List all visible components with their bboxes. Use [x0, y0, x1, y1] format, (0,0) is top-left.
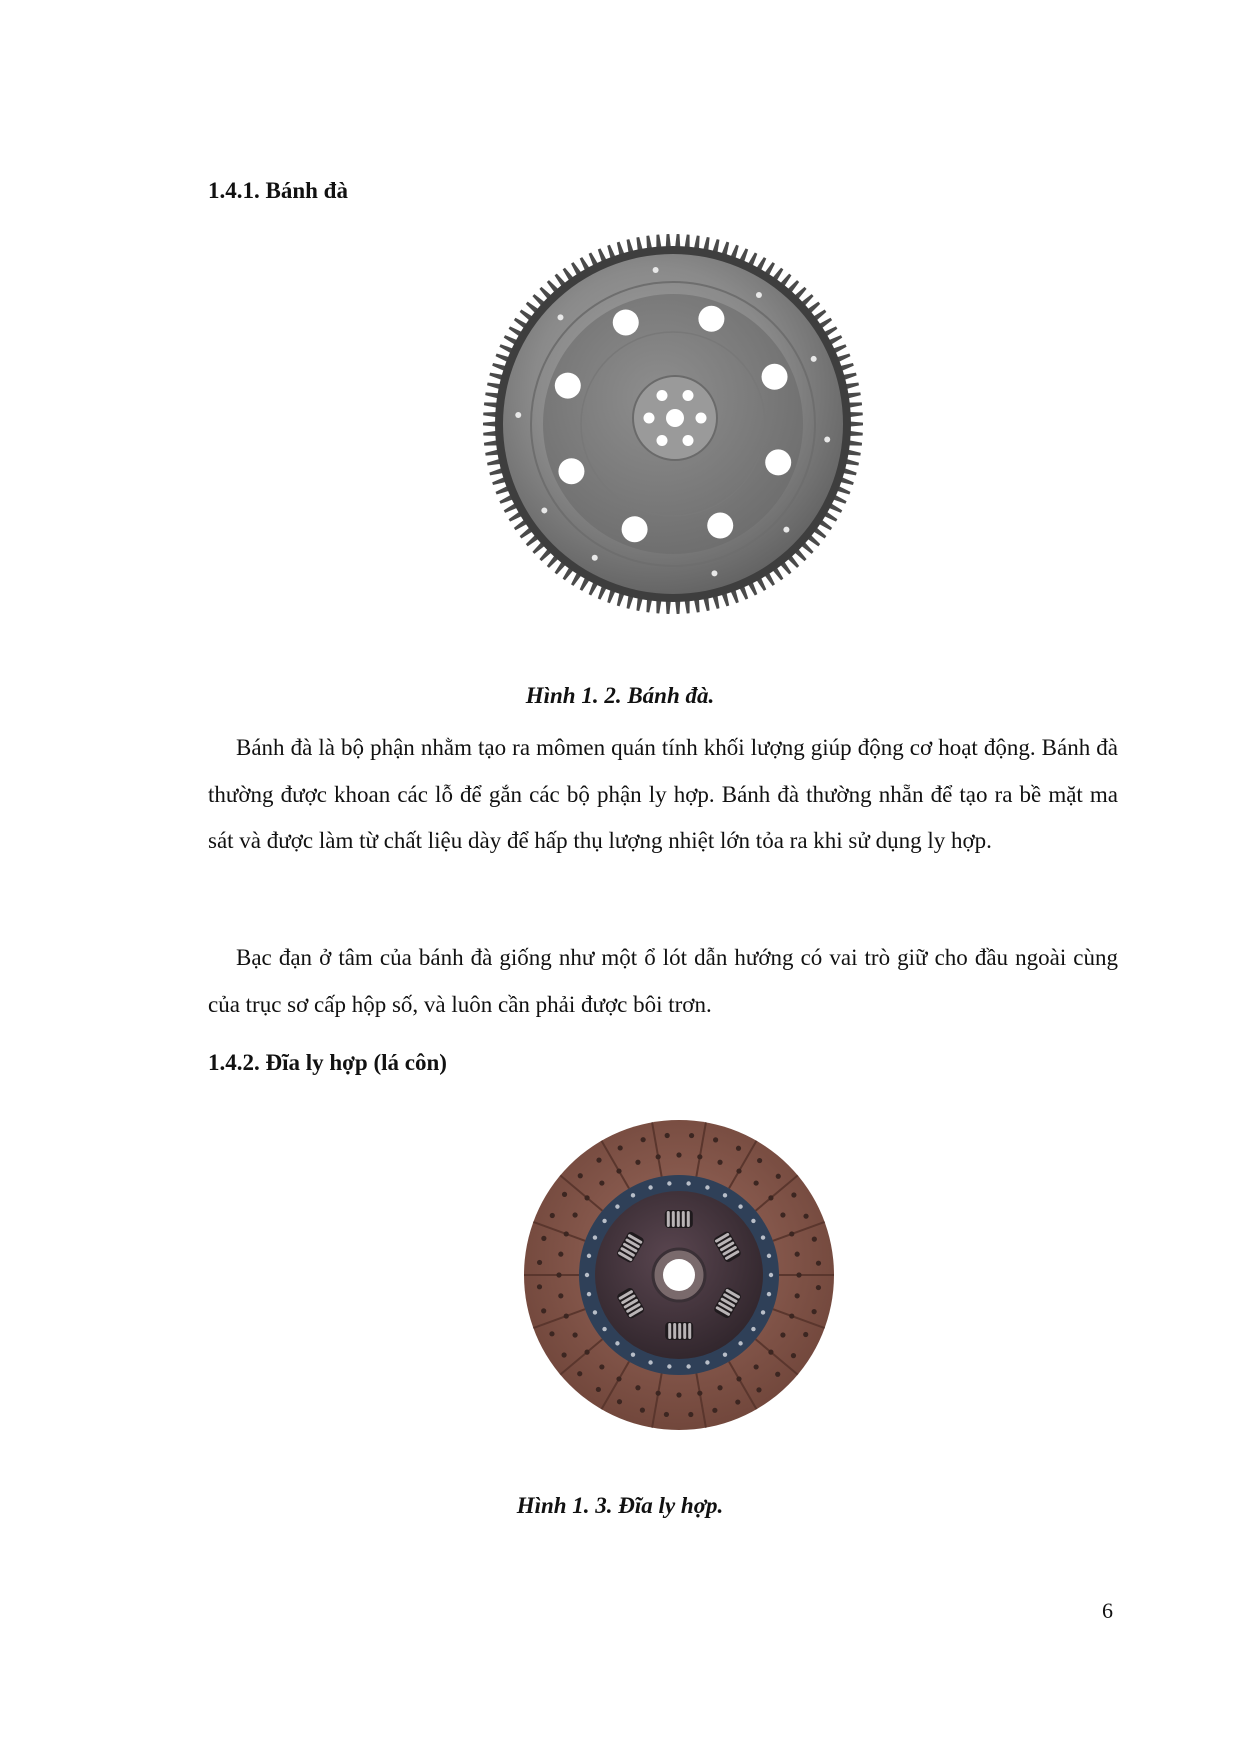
lining-rivet: [736, 1168, 741, 1173]
lining-rivet: [596, 1157, 601, 1162]
hub-hole: [683, 390, 694, 401]
lining-rivet: [584, 1350, 589, 1355]
lining-rivet: [664, 1412, 669, 1417]
plate-rivet: [631, 1193, 635, 1197]
lining-rivet: [795, 1293, 800, 1298]
lining-rivet: [665, 1133, 670, 1138]
hub-hole: [683, 435, 694, 446]
lining-rivet: [757, 1158, 762, 1163]
bolt-hole: [541, 507, 547, 513]
lining-rivet: [756, 1387, 761, 1392]
plate-rivet: [705, 1185, 709, 1189]
lining-rivet: [656, 1154, 661, 1159]
spring-coil: [668, 1323, 671, 1339]
lining-rivet: [596, 1387, 601, 1392]
lining-rivet: [537, 1284, 542, 1289]
lining-rivet: [564, 1313, 569, 1318]
lining-rivet: [713, 1137, 718, 1142]
lining-rivet: [635, 1385, 640, 1390]
bolt-hole: [653, 267, 659, 273]
figure-caption-clutch-disc: Hình 1. 3. Đĩa ly hợp.: [516, 1493, 724, 1518]
spring-coil: [677, 1211, 680, 1227]
lining-rivet: [754, 1180, 759, 1185]
plate-rivet: [602, 1219, 606, 1223]
clutch-disc-image: [522, 1118, 836, 1432]
bolt-hole: [783, 527, 789, 533]
bolt-hole: [824, 436, 830, 442]
lining-rivet: [561, 1352, 566, 1357]
lining-rivet: [558, 1252, 563, 1257]
lining-rivet: [578, 1173, 583, 1178]
lining-rivet: [789, 1231, 794, 1236]
bolt-hole: [711, 570, 717, 576]
lining-rivet: [550, 1213, 555, 1218]
lining-rivet: [768, 1195, 773, 1200]
lining-rivet: [789, 1313, 794, 1318]
plate-rivet: [667, 1364, 671, 1368]
plate-rivet: [648, 1185, 652, 1189]
lining-rivet: [537, 1260, 542, 1265]
gear-tooth: [849, 421, 863, 426]
lining-rivet: [676, 1152, 681, 1157]
mounting-hole: [613, 309, 639, 335]
spring-coil: [688, 1323, 691, 1339]
lining-rivet: [791, 1353, 796, 1358]
plate-rivet: [686, 1364, 690, 1368]
plate-rivet: [761, 1310, 765, 1314]
plate-rivet: [738, 1204, 742, 1208]
lining-rivet: [676, 1392, 681, 1397]
lining-rivet: [641, 1137, 646, 1142]
plate-rivet: [769, 1273, 773, 1277]
plate-rivet: [738, 1341, 742, 1345]
plate-rivet: [585, 1273, 589, 1277]
hub-hole: [657, 435, 668, 446]
lining-rivet: [812, 1309, 817, 1314]
lining-rivet: [768, 1350, 773, 1355]
mounting-hole: [622, 516, 648, 542]
bolt-hole: [515, 412, 521, 418]
spring-coil: [683, 1323, 686, 1339]
mounting-hole: [762, 364, 788, 390]
bolt-hole: [811, 356, 817, 362]
lining-rivet: [599, 1364, 604, 1369]
plate-rivet: [631, 1352, 635, 1356]
lining-rivet: [656, 1391, 661, 1396]
lining-rivet: [780, 1332, 785, 1337]
lining-rivet: [635, 1160, 640, 1165]
plate-rivet: [723, 1352, 727, 1356]
hub-hole: [696, 413, 707, 424]
mounting-hole: [558, 458, 584, 484]
plate-rivet: [615, 1204, 619, 1208]
lining-rivet: [754, 1364, 759, 1369]
plate-rivet: [751, 1327, 755, 1331]
lining-rivet: [816, 1285, 821, 1290]
spring-coil: [678, 1323, 681, 1339]
lining-rivet: [697, 1154, 702, 1159]
plate-rivet: [761, 1235, 765, 1239]
lining-rivet: [791, 1192, 796, 1197]
lining-rivet: [776, 1174, 781, 1179]
flywheel-illustration: [482, 233, 864, 615]
spring-coil: [667, 1211, 670, 1227]
flywheel-center-bore: [666, 409, 684, 427]
spring-coil: [682, 1211, 685, 1227]
plate-rivet: [723, 1193, 727, 1197]
lining-rivet: [697, 1391, 702, 1396]
section-heading-flywheel: 1.4.1. Bánh đà: [208, 178, 348, 203]
lining-rivet: [564, 1231, 569, 1236]
spring-coil: [687, 1211, 690, 1227]
flywheel-image: [482, 233, 864, 615]
plate-rivet: [593, 1310, 597, 1314]
plate-rivet: [593, 1235, 597, 1239]
lining-rivet: [717, 1385, 722, 1390]
lining-rivet: [562, 1192, 567, 1197]
paragraph-flywheel-description: Bánh đà là bộ phận nhằm tạo ra mômen quán tính khối lượng giúp động cơ hoạt động. Bánh đà thường được khoan các lỗ để gắn các bộ phận ly hợp. Bánh đà thường nhẵn để tạo ra bề mặt ma sát và được làm từ chất liệu dày để hấp thụ lượng nhiệt lớn tỏa ra khi sử dụng ly hợp.: [208, 735, 1118, 853]
section-heading-clutch-disc: 1.4.2. Đĩa ly hợp (lá côn): [208, 1050, 447, 1075]
lining-rivet: [780, 1212, 785, 1217]
lining-rivet: [558, 1293, 563, 1298]
lining-rivet: [688, 1412, 693, 1417]
lining-rivet: [556, 1272, 561, 1277]
plate-rivet: [667, 1181, 671, 1185]
lining-rivet: [584, 1195, 589, 1200]
lining-rivet: [816, 1261, 821, 1266]
figure-caption-flywheel: Hình 1. 2. Bánh đà.: [525, 683, 715, 708]
lining-rivet: [803, 1332, 808, 1337]
damper-spring: [665, 1322, 693, 1340]
plate-rivet: [767, 1292, 771, 1296]
mounting-hole: [765, 449, 791, 475]
plate-rivet: [686, 1181, 690, 1185]
plate-rivet: [587, 1254, 591, 1258]
lining-rivet: [812, 1237, 817, 1242]
paragraph-bearing-description: Bạc đạn ở tâm của bánh đà giống như một ổ lót dẫn hướng có vai trò giữ cho đầu ngoài cùng của trục sơ cấp hộp số, và luôn cần phải được bôi trơn.: [208, 945, 1118, 1017]
damper-spring: [665, 1210, 693, 1228]
gear-tooth: [483, 421, 497, 426]
plate-rivet: [705, 1360, 709, 1364]
lining-rivet: [616, 1376, 621, 1381]
lining-rivet: [640, 1408, 645, 1413]
bolt-hole: [557, 314, 563, 320]
plate-rivet: [767, 1254, 771, 1258]
lining-rivet: [599, 1180, 604, 1185]
bolt-hole: [592, 555, 598, 561]
lining-rivet: [795, 1252, 800, 1257]
bolt-hole: [756, 292, 762, 298]
lining-rivet: [618, 1145, 623, 1150]
plate-rivet: [587, 1292, 591, 1296]
lining-rivet: [736, 1146, 741, 1151]
lining-rivet: [572, 1212, 577, 1217]
spring-coil: [672, 1211, 675, 1227]
plate-rivet: [648, 1360, 652, 1364]
lining-rivet: [712, 1408, 717, 1413]
plate-rivet: [615, 1341, 619, 1345]
lining-rivet: [541, 1236, 546, 1241]
hub-hole: [644, 413, 655, 424]
lining-rivet: [541, 1308, 546, 1313]
plate-rivet: [602, 1327, 606, 1331]
lining-rivet: [577, 1371, 582, 1376]
mounting-hole: [698, 306, 724, 332]
clutch-disc-illustration: [522, 1118, 836, 1432]
lining-rivet: [572, 1332, 577, 1337]
hub-hole: [657, 390, 668, 401]
lining-rivet: [796, 1272, 801, 1277]
lining-rivet: [803, 1214, 808, 1219]
lining-rivet: [775, 1372, 780, 1377]
plate-rivet: [751, 1219, 755, 1223]
lining-rivet: [689, 1133, 694, 1138]
spring-coil: [673, 1323, 676, 1339]
lining-rivet: [717, 1160, 722, 1165]
lining-rivet: [736, 1376, 741, 1381]
mounting-hole: [555, 373, 581, 399]
clutch-spline-bore: [663, 1259, 695, 1291]
lining-rivet: [735, 1399, 740, 1404]
lining-rivet: [617, 1399, 622, 1404]
lining-rivet: [549, 1331, 554, 1336]
mounting-hole: [707, 513, 733, 539]
page-number: 6: [1102, 1598, 1113, 1623]
lining-rivet: [616, 1168, 621, 1173]
